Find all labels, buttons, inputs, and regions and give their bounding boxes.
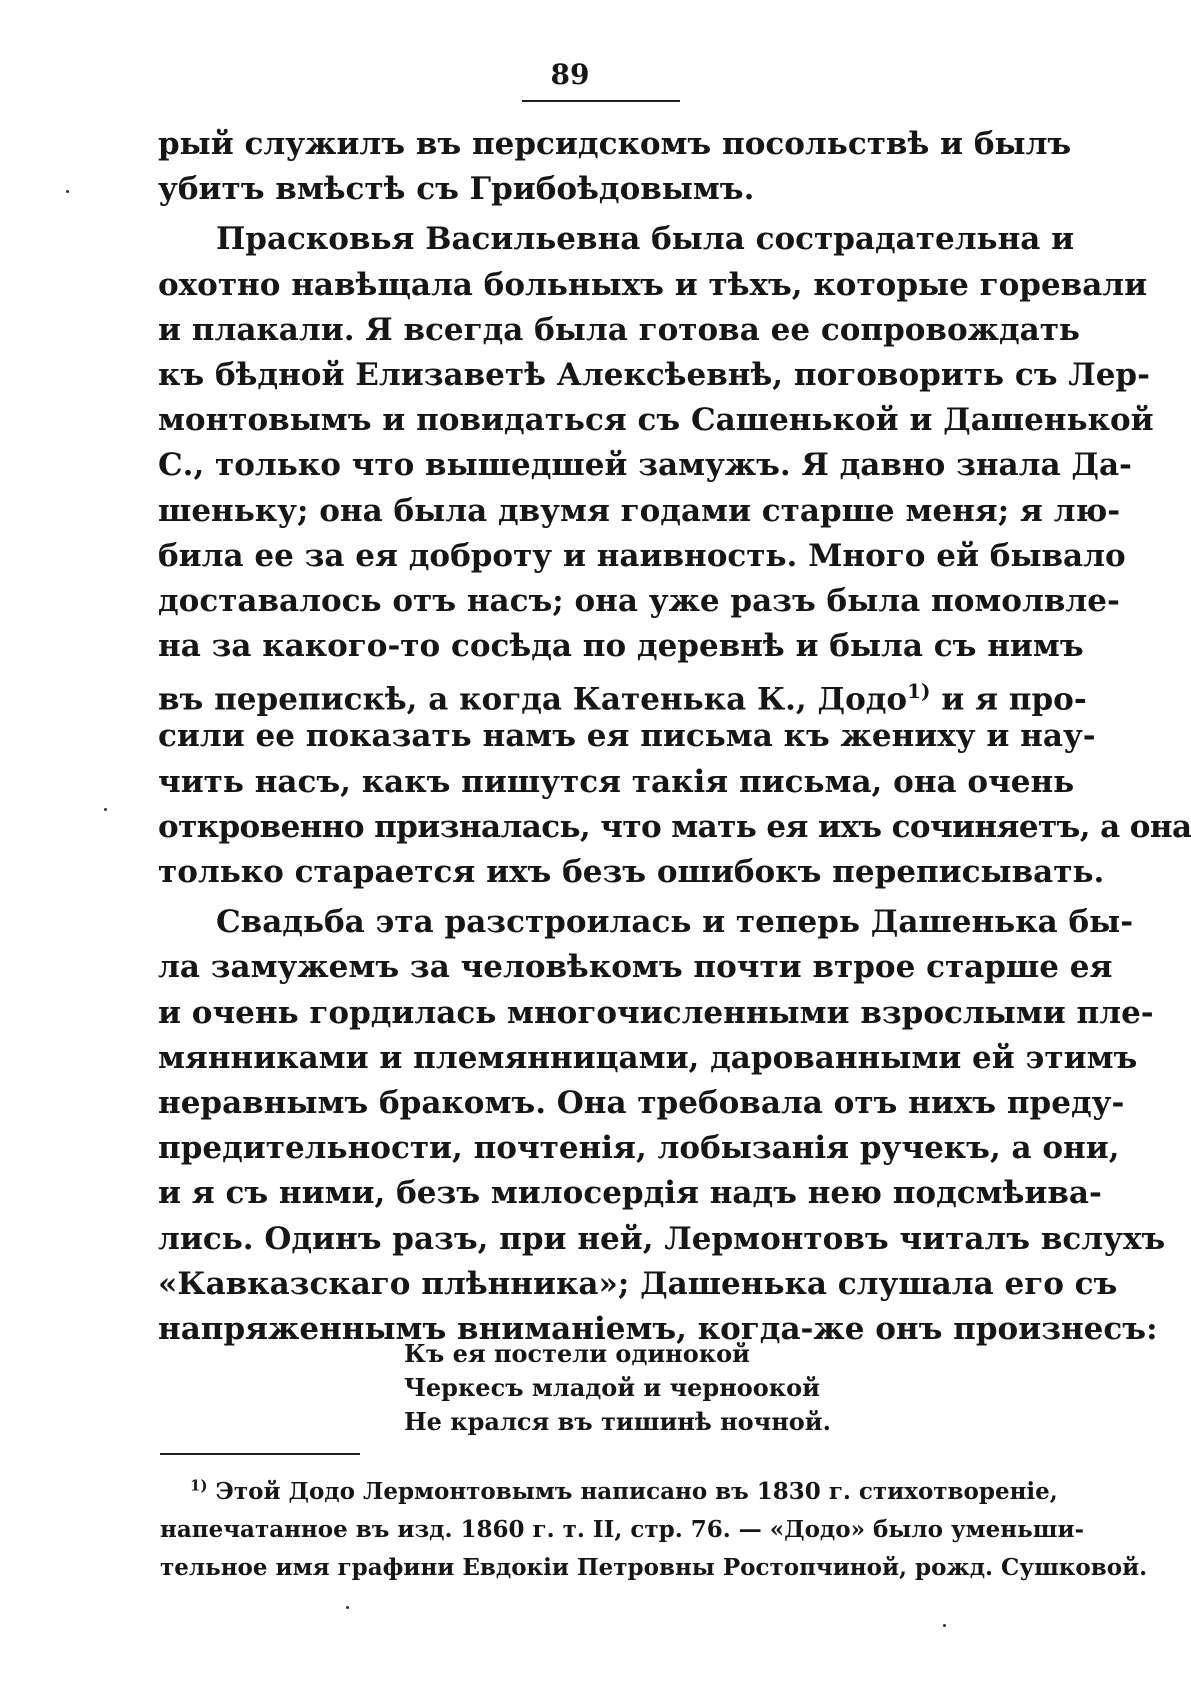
footnote-separator — [160, 1453, 360, 1455]
text-line: лись. Одинъ разъ, при ней, Лермонтовъ читалъ вслухъ — [158, 1220, 1166, 1257]
page-number-rule — [522, 100, 680, 102]
text-line: напряженнымъ вниманіемъ, когда-же онъ произнесъ: — [158, 1310, 1158, 1347]
text-line: чить насъ, какъ пишутся такія письма, она очень — [158, 763, 1075, 800]
paper-speck — [104, 808, 107, 811]
paper-speck — [66, 190, 69, 193]
text-line: къ бѣдной Елизаветѣ Алексѣевнѣ, поговорить съ Лер- — [158, 356, 1150, 393]
page-number: 89 — [550, 58, 590, 91]
text-line: мянниками и племянницами, дарованными ей этимъ — [158, 1039, 1138, 1076]
verse-quote — [404, 1337, 964, 1439]
text-line-end: и я про- — [930, 681, 1087, 718]
text-line: монтовымъ и повидаться съ Сашенькой и Дашенькой — [158, 402, 1154, 439]
paper-speck — [346, 1606, 349, 1609]
footnote-line — [160, 1473, 1058, 1511]
text-line: охотно навѣщала больныхъ и тѣхъ, которые горевали — [158, 266, 1148, 303]
text-line: ла замужемъ за человѣкомъ почти втрое старше ея — [158, 949, 1113, 986]
text-line-start: въ перепискѣ, а когда Катенька К., Додо — [158, 681, 908, 718]
footnote-marker: 1) — [190, 1476, 208, 1495]
verse-line: Черкесъ младой и черноокой — [404, 1373, 820, 1402]
body-text — [158, 122, 1191, 1352]
text-line: убитъ вмѣстѣ съ Грибоѣдовымъ. — [158, 171, 755, 208]
verse-line: Не крался въ тишинѣ ночной. — [404, 1407, 831, 1436]
text-line: неравнымъ бракомъ. Она требовала отъ нихъ преду- — [158, 1084, 1125, 1121]
footnote-reference[interactable]: 1) — [907, 679, 931, 704]
text-line: шеньку; она была двумя годами старше меня; я лю- — [158, 492, 1121, 529]
text-line: и очень гордилась многочисленными взрослыми пле- — [158, 994, 1154, 1031]
text-line: Прасковья Васильевна была сострадательна и — [216, 221, 1075, 258]
text-line: Свадьба эта разстроилась и теперь Дашенька бы- — [216, 904, 1134, 941]
text-line: С., только что вышедшей замужъ. Я давно знала Да- — [158, 447, 1132, 484]
text-line: откровенно призналась, что мать ея ихъ сочиняетъ, а она — [158, 808, 1191, 845]
paper-speck — [943, 1624, 946, 1627]
text-line: и плакали. Я всегда была готова ее сопровождать — [158, 311, 1080, 348]
text-line: рый служилъ въ персидскомъ посольствѣ и былъ — [158, 126, 1072, 162]
verse-line: Къ ея постели одинокой — [404, 1339, 750, 1368]
text-line: «Кавказскаго плѣнника»; Дашенька слушала его съ — [158, 1265, 1118, 1302]
footnote-line: напечатанное въ изд. 1860 г. т. II, стр. 76. — «Додо» было уменьши- — [160, 1516, 1085, 1543]
text-line: била ее за ея доброту и наивность. Много ей бывало — [158, 537, 1126, 574]
footnote-line: тельное имя графини Евдокіи Петровны Ростопчиной, рожд. Сушковой. — [160, 1554, 1148, 1581]
footnote-text: Этой Додо Лермонтовымъ написано въ 1830 г. стихотвореніе, — [207, 1478, 1058, 1505]
footnote — [160, 1473, 1148, 1587]
text-line: и я съ ними, безъ милосердія надъ нею подсмѣива- — [158, 1175, 1102, 1212]
text-line: на за какого-то сосѣда по деревнѣ и была съ нимъ — [158, 628, 1084, 665]
text-line: доставалось отъ насъ; она уже разъ была помолвле- — [158, 582, 1120, 619]
text-line: предительности, почтенія, лобызанія ручекъ, а они, — [158, 1130, 1120, 1167]
text-line: только старается ихъ безъ ошибокъ переписывать. — [158, 854, 1105, 890]
text-line-with-footnote-ref — [158, 669, 1087, 718]
text-line: сили ее показать намъ ея письма къ жениху и нау- — [158, 718, 1096, 755]
